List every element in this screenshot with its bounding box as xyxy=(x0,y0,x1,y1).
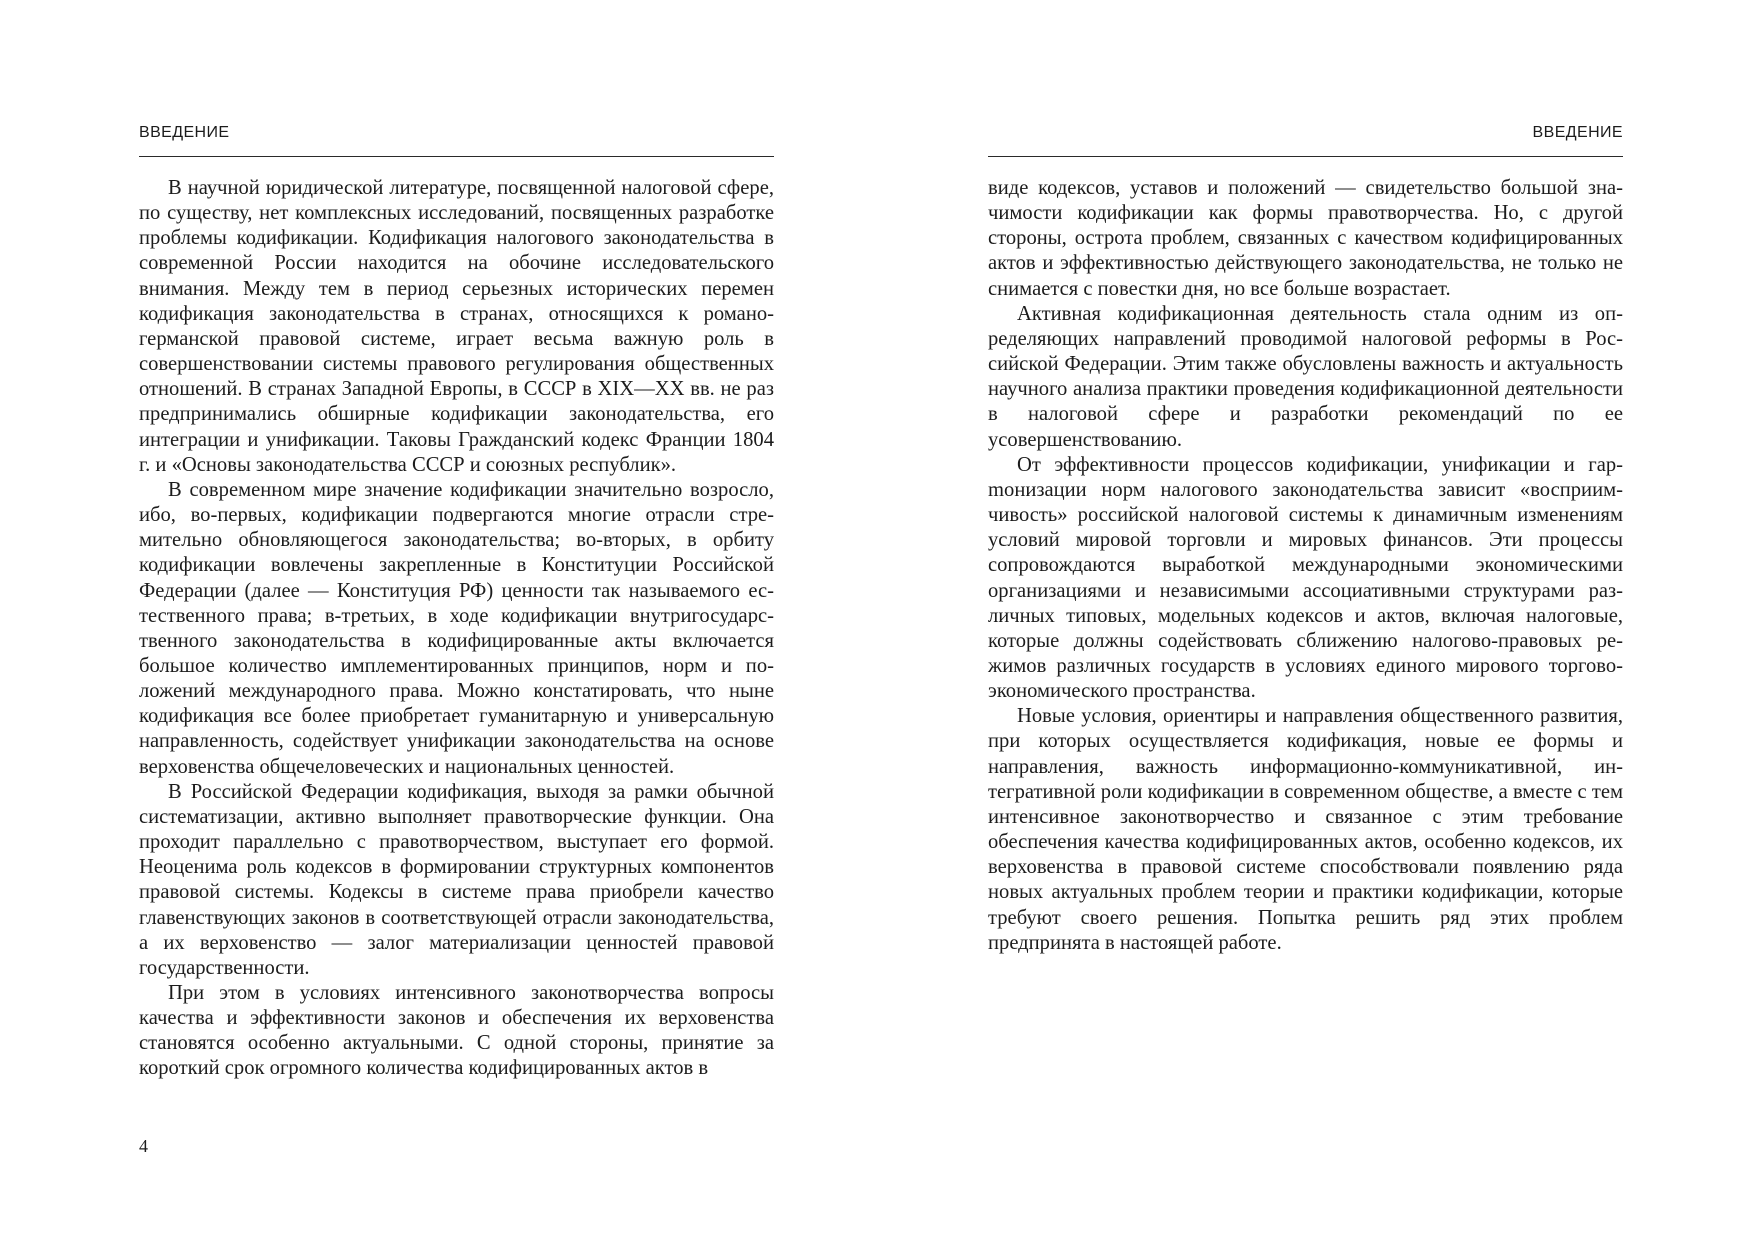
paragraph: В современном мире значение кодификации значительно возросло, ибо, во-первых, кодификации подвергаются многие отрасли стремительно обновляющегося законодательства; во-вторых, в орбиту кодификации вовлечены закрепленные в Конституции Российской Федерации (далее — Конституция РФ) ценности так называемого естественного права; в-третьих, в ходе кодификации внутригосударственного законодательства в кодифицированные акты включается большое количество имплементированных принципов, норм и положений международного права. Можно констатировать, что ныне кодификация все более приобретает гуманитарную и универсальную направленность, содействует унификации законодательства на основе верховенства общечеловеческих и национальных ценностей. xyxy=(139,478,774,778)
paragraph: Новые условия, ориентиры и направления общественного развития, при которых осуществляется кодификация, новые ее формы и направления, важность информационно-коммуникативной, интегративной роли кодификации в современном обществе, а вместе с тем интенсивное законотворчество и связанное с этим требование обеспечения качества кодифицированных актов, особенно кодексов, их верховенства в правовой системе способствовали появлению ряда новых актуальных проблем теории и практики кодификации, которые требуют своего решения. Попытка решить ряд этих проблем предпринята в настоящей работе. xyxy=(988,705,1623,954)
body-text xyxy=(988,176,1623,956)
right-page xyxy=(988,0,1623,1241)
page-number: 4 xyxy=(139,1136,148,1156)
running-head: ВВЕДЕНИЕ xyxy=(139,124,774,157)
paragraph: При этом в условиях интенсивного законотворчества вопросы качества и эффективности законов и обеспечения их верховенства становятся особенно актуальными. С одной стороны, принятие за короткий срок огромного количества кодифицированных актов в xyxy=(139,982,774,1080)
paragraph: В Российской Федерации кодификация, выходя за рамки обычной систематизации, активно выполняет правотворческие функции. Она проходит параллельно с правотворчеством, выступает его формой. Неоценима роль кодексов в формировании структурных компонентов правовой системы. Кодексы в системе права приобрели качество главенствующих законов в соответствующей отрасли законодательства, а их верховенство — залог материализации ценностей правовой государственности. xyxy=(139,780,774,979)
running-head: ВВЕДЕНИЕ xyxy=(988,124,1623,157)
paragraph: В научной юридической литературе, посвященной налоговой сфере, по существу, нет комплексных исследований, посвященных разработке проблемы кодификации. Кодификация налогового законодательства в современной России находится на обочине исследовательского внимания. Между тем в период серьезных исторических перемен кодификация законодательства в странах, относящихся к романо-германской правовой системе, играет весьма важную роль в совершенствовании системы правового регулирования общественных отношений. В странах Западной Европы, в СССР в XIX—XX вв. не раз предпринимались обширные кодификации законодательства, его интеграции и унификации. Таковы Гражданский кодекс Франции 1804 г. и «Основы законодательства СССР и союзных республик». xyxy=(139,177,774,476)
left-page xyxy=(139,0,774,1241)
paragraph: От эффективности процессов кодификации, унификации и гарmонизации норм налогового законодательства зависит «восприимчивость» российской налоговой системы к динамичным изменениям условий мировой торговли и мировых финансов. Эти процессы сопровождаются выработкой международными экономическими организациями и независимыми ассоциативными структурами различных типовых, модельных кодексов и актов, включая налоговые, которые должны содействовать сближению налогово-правовых режимов различных государств в условиях единого мирового торгово-экономического пространства. xyxy=(988,453,1623,703)
body-text xyxy=(139,176,774,1082)
paragraph: Активная кодификационная деятельность стала одним из определяющих направлений проводимой налоговой реформы в Российской Федерации. Этим также обусловлены важность и актуальность научного анализа практики проведения кодификационной деятельности в налоговой сфере и разработки рекомендаций по ее усовершенствованию. xyxy=(988,302,1623,451)
paragraph-continuation: виде кодексов, уставов и положений — свидетельство большой значимости кодификации как формы правотворчества. Но, с другой стороны, острота проблем, связанных с качеством кодифицированных актов и эффективностью действующего законодательства, не только не снимается с повестки дня, но все больше возрастает. xyxy=(988,177,1623,300)
